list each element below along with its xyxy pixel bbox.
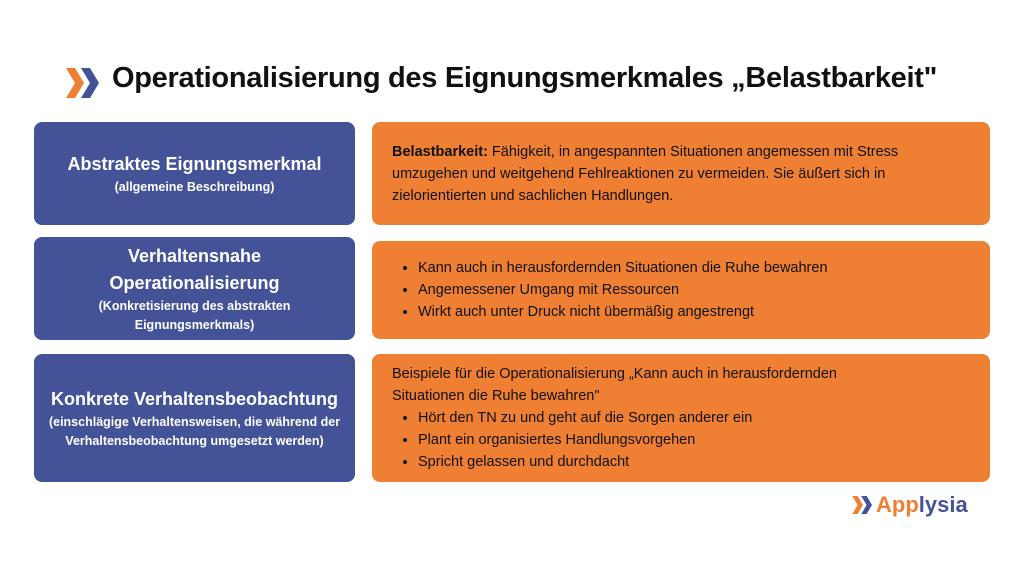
chevron-icon <box>852 496 874 514</box>
row-subheading: (einschlägige Verhaltensweisen, die während der Verhaltensbeobachtung umgesetzt werden) <box>48 414 341 448</box>
definition-text: Fähigkeit, in angespannten Situationen angemessen mit Stress umzugehen und weitgehend Fehlreaktionen zu vermeiden. Sie äußert sich in zielorientierten und sachlichen Handlungen. <box>392 143 899 204</box>
operationalization-label <box>34 237 355 340</box>
row-subheading: (allgemeine Beschreibung) <box>114 179 275 194</box>
row-subheading: (Konkretisierung des abstrakten Eignungsmerkmals) <box>98 298 291 332</box>
logo-text-app: App <box>876 492 919 517</box>
definition-term: Belastbarkeit: <box>392 143 488 160</box>
row-heading: Abstraktes Eignungsmerkmal <box>67 153 322 174</box>
chevron-logo-icon <box>66 68 102 98</box>
list-item: • Spricht gelassen und durchdacht <box>418 451 970 473</box>
list-item: • Angemessener Umgang mit Ressourcen <box>418 279 970 301</box>
list-item: • Wirkt auch unter Druck nicht übermäßig angestrengt <box>418 301 970 323</box>
observation-label <box>34 354 355 482</box>
row-heading: Konkrete Verhaltensbeobachtung <box>50 388 339 409</box>
page-title: Operationalisierung des Eignungsmerkmales „Belastbarkeit" <box>112 62 938 94</box>
list-item: • Kann auch in herausfordernden Situationen die Ruhe bewahren <box>418 257 970 279</box>
list-item: • Plant ein organisiertes Handlungsvorgehen <box>418 429 970 451</box>
applysia-logo <box>852 492 968 518</box>
operationalization-list <box>372 241 990 339</box>
observation-list <box>372 354 990 482</box>
abstract-trait-label <box>34 122 355 225</box>
logo-text-lysia: lysia <box>918 492 968 517</box>
list-item: • Hört den TN zu und geht auf die Sorgen anderer ein <box>418 407 970 429</box>
row-heading: Verhaltensnahe Operationalisierung <box>109 245 280 293</box>
abstract-trait-definition <box>372 122 990 225</box>
observation-intro: Beispiele für die Operationalisierung „Kann auch in herausfordernden Situationen die Ruhe bewahren" <box>392 366 837 404</box>
